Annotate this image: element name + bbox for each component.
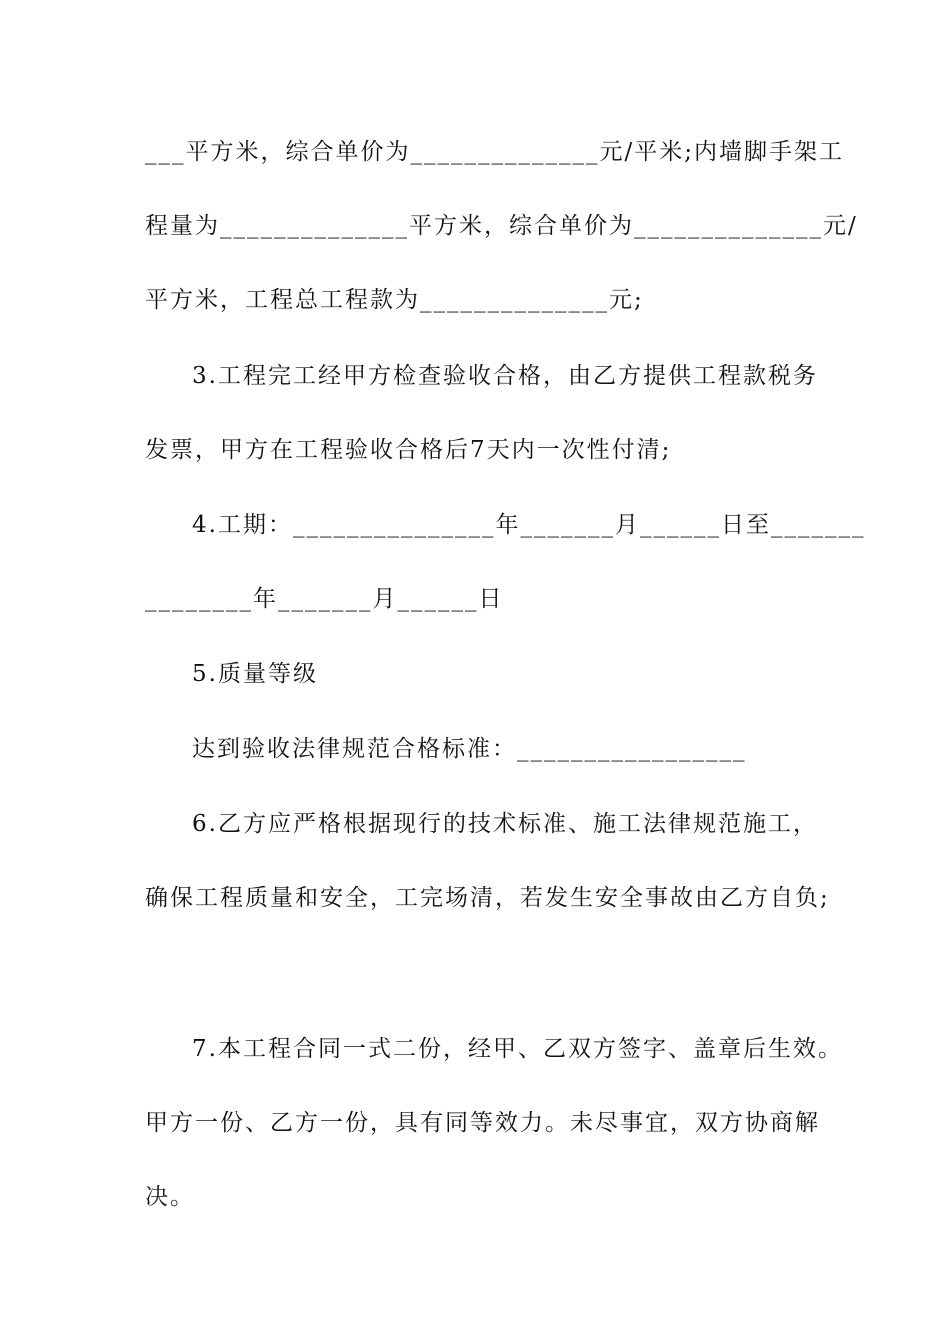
text-line: 达到验收法律规范合格标准：_________________ — [192, 736, 747, 762]
paragraph-3: 3.工程完工经甲方检查验收合格，由乙方提供工程款税务 — [192, 363, 818, 389]
text-line: 程量为______________平方米，综合单价为______________元/ — [145, 213, 858, 239]
text-line: ________年_______月______日 — [145, 586, 504, 612]
text-line: 平方米，工程总工程款为______________元; — [145, 287, 644, 313]
paragraph-7: 7.本工程合同一式二份，经甲、乙双方签字、盖章后生效。 — [192, 1036, 843, 1062]
text-line: 发票，甲方在工程验收合格后7天内一次性付清; — [145, 437, 672, 463]
paragraph-4-term: 4.工期：_______________年_______月______日至_______ — [192, 512, 866, 538]
text-line: 甲方一份、乙方一份，具有同等效力。未尽事宜，双方协商解 — [145, 1110, 820, 1136]
paragraph-5-quality: 5.质量等级 — [192, 661, 318, 687]
text-line: ___平方米，综合单价为______________元/平米;内墙脚手架工 — [145, 139, 844, 165]
text-line: 确保工程质量和安全，工完场清，若发生安全事故由乙方自负; — [145, 885, 830, 911]
paragraph-6: 6.乙方应严格根据现行的技术标准、施工法律规范施工， — [192, 811, 818, 837]
text-line: 决。 — [145, 1184, 195, 1210]
